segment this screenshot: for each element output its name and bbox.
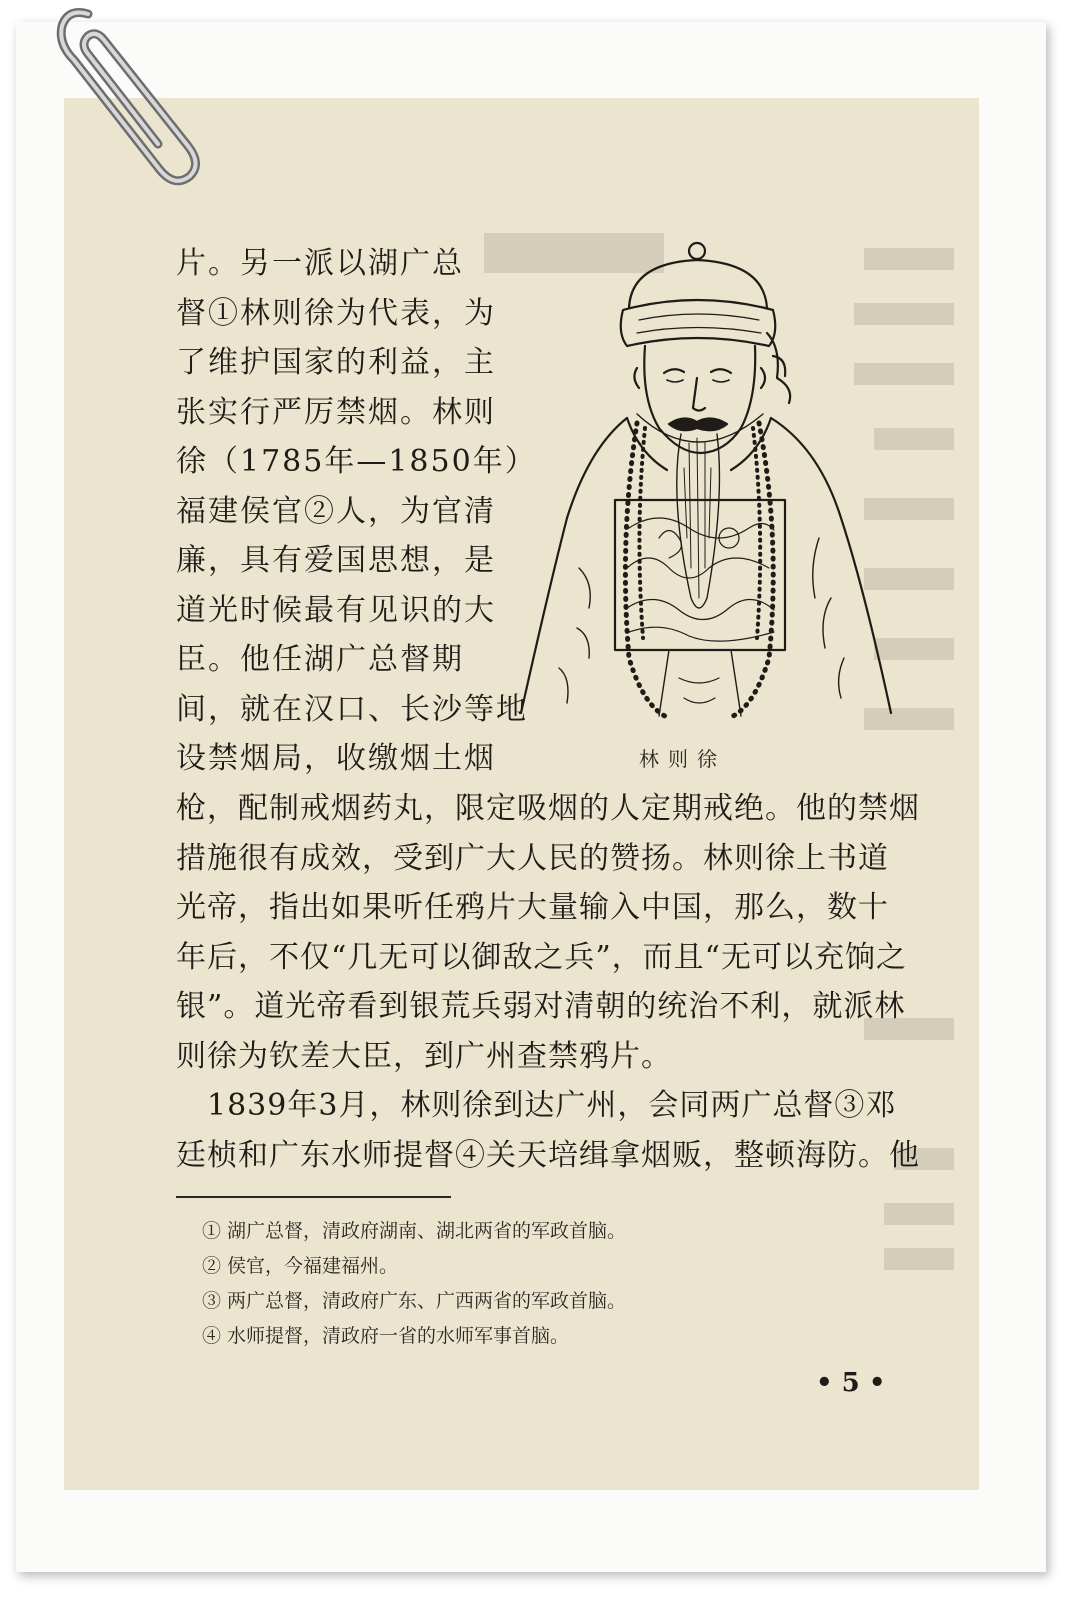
text-line: 年后，不仅“几无可以御敌之兵”，而且“无可以充饷之 — [176, 939, 908, 975]
footnote-item: ④ 水师提督，清政府一省的水师军事首脑。 — [202, 1325, 570, 1347]
text-line: 了维护国家的利益，主 — [176, 345, 496, 380]
page-number: • 5 • — [816, 1368, 886, 1398]
lin-zexu-portrait-image — [519, 238, 894, 723]
text-line: 银”。道光帝看到银荒兵弱对清朝的统治不利，就派林 — [176, 989, 906, 1024]
text-line: 徐（1785年—1850年） — [176, 444, 537, 479]
text-line: 措施很有成效，受到广大人民的赞扬。林则徐上书道 — [176, 840, 889, 876]
footnote-item: ① 湖广总督，清政府湖南、湖北两省的军政首脑。 — [202, 1220, 627, 1242]
paper-clip-icon — [40, 0, 200, 200]
portrait-caption: 林则徐 — [639, 747, 726, 771]
text-line: 臣。他任湖广总督期 — [176, 642, 464, 677]
text-line: 福建侯官②人，为官清 — [176, 493, 496, 529]
text-line: 廉，具有爱国思想，是 — [176, 543, 496, 578]
text-line: 设禁烟局，收缴烟土烟 — [176, 741, 496, 776]
footnote-divider — [176, 1196, 451, 1198]
book-page — [64, 98, 979, 1490]
text-line: 光帝，指出如果听任鸦片大量输入中国，那么，数十 — [176, 890, 889, 925]
text-line: 廷桢和广东水师提督④关天培缉拿烟贩，整顿海防。他 — [176, 1137, 920, 1173]
footnote-item: ② 侯官，今福建福州。 — [202, 1255, 399, 1277]
text-line: 督①林则徐为代表，为 — [176, 295, 496, 331]
footnote-item: ③ 两广总督，清政府广东、广西两省的军政首脑。 — [202, 1290, 627, 1312]
text-line: 道光时候最有见识的大 — [176, 592, 496, 628]
text-line: 间，就在汉口、长沙等地 — [176, 691, 528, 727]
text-line: 枪，配制戒烟药丸，限定吸烟的人定期戒绝。他的禁烟 — [176, 791, 920, 826]
text-line: 片。另一派以湖广总 — [176, 246, 464, 281]
text-line: 张实行严厉禁烟。林则 — [176, 394, 496, 430]
text-line: 则徐为钦差大臣，到广州查禁鸦片。 — [176, 1038, 672, 1074]
text-line: 1839年3月，林则徐到达广州，会同两广总督③邓 — [176, 1088, 897, 1123]
